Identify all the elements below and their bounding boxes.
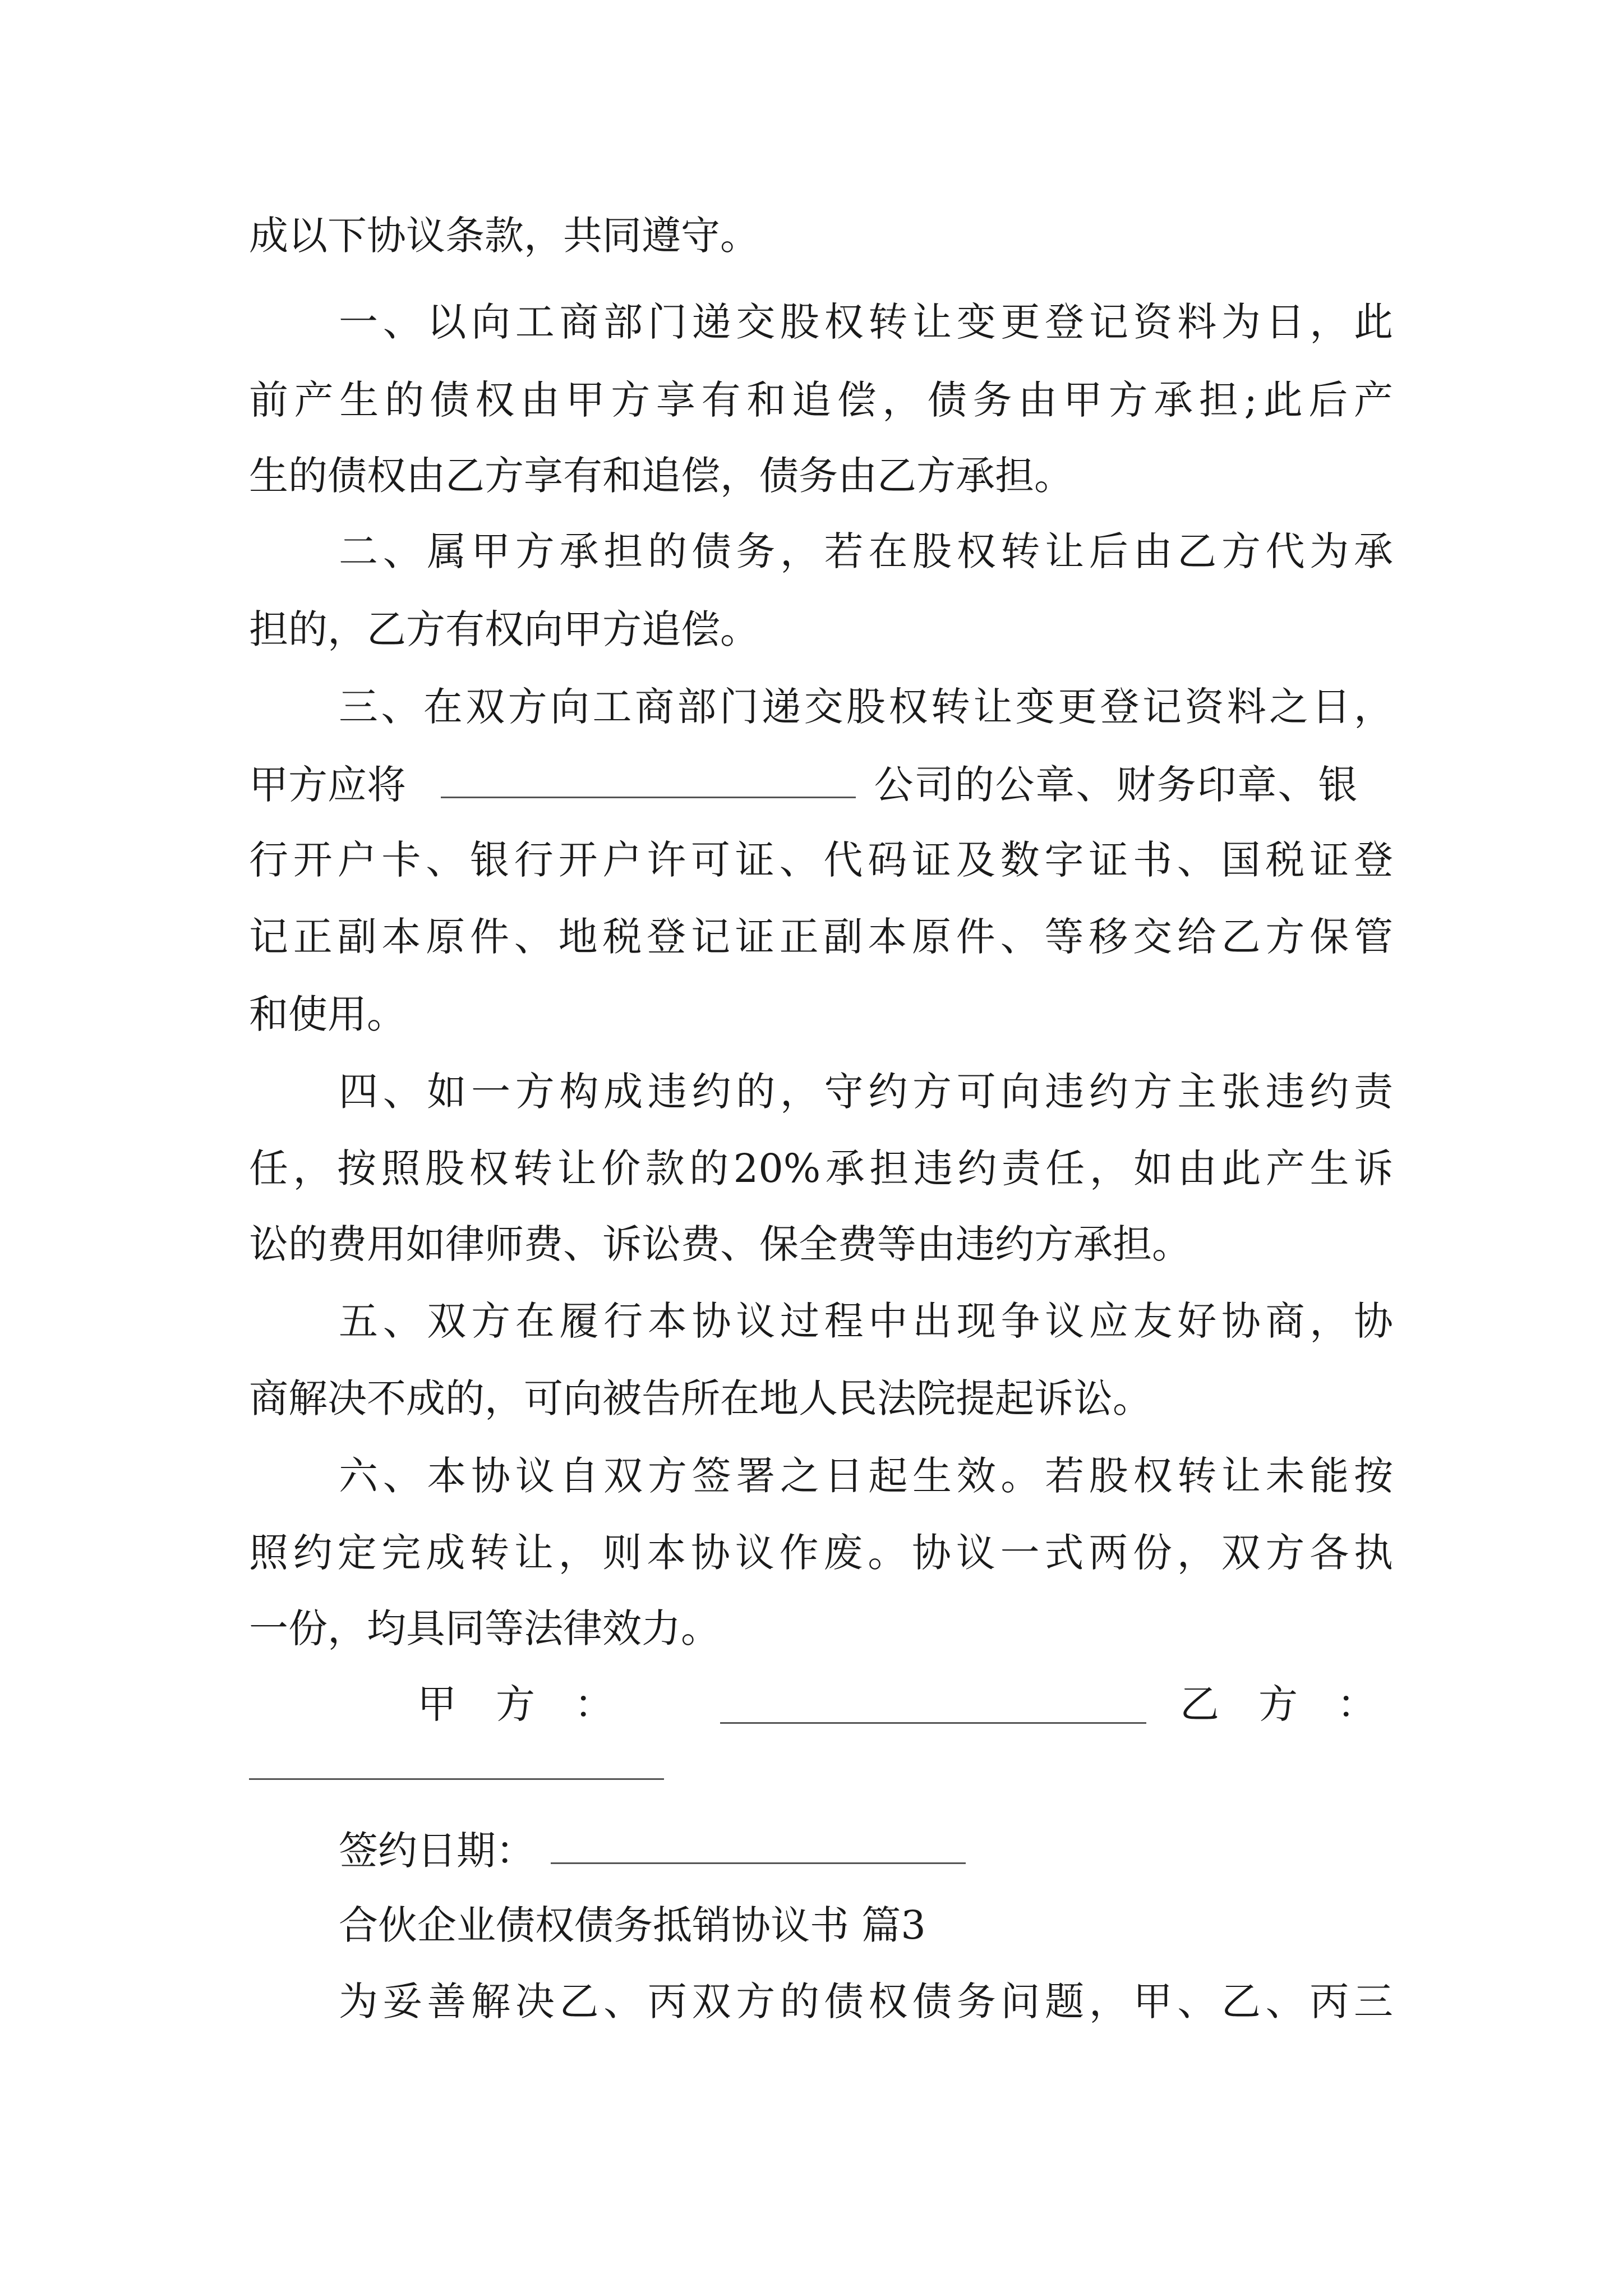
clause-3-line: 行开户卡、银行开户许可证、代码证及数字证书、国税证登 (249, 837, 1393, 883)
company-name-blank[interactable] (441, 757, 856, 798)
clause-6-line: 六、本协议自双方签署之日起生效。若股权转让未能按 (339, 1453, 1393, 1499)
party-a-label: 甲方： (417, 1681, 653, 1727)
signing-date-row (339, 1823, 1393, 1877)
clause-1-line: 生的债权由乙方享有和追偿，债务由乙方承担。 (249, 453, 1073, 499)
clause-5-line: 五、双方在履行本协议过程中出现争议应友好协商，协 (339, 1298, 1393, 1344)
clause-2-line: 二、属甲方承担的债务，若在股权转让后由乙方代为承 (339, 528, 1393, 574)
clause-6-line: 照约定完成转让，则本协议作废。协议一式两份，双方各执 (249, 1530, 1393, 1576)
clause-3-line: 记正副本原件、地税登记证正副本原件、等移交给乙方保管 (249, 914, 1393, 960)
clause-5-line: 商解决不成的，可向被告所在地人民法院提起诉讼。 (249, 1375, 1152, 1421)
clause-1-line: 前产生的债权由甲方享有和追偿，债务由甲方承担;此后产 (249, 377, 1393, 423)
clause-3-text-end: 公司的公章、财务印章、银 (874, 762, 1359, 808)
paragraph-line: 为妥善解决乙、丙双方的债权债务问题，甲、乙、丙三 (339, 1978, 1393, 2024)
clause-4-line: 讼的费用如律师费、诉讼费、保全费等由违约方承担。 (249, 1221, 1191, 1267)
clause-3-line: 和使用。 (249, 991, 406, 1037)
clause-2-line: 担的，乙方有权向甲方追偿。 (249, 606, 759, 652)
clause-6-line: 一份，均具同等法律效力。 (249, 1605, 720, 1651)
party-b-signature-blank[interactable] (249, 1756, 664, 1780)
party-a-signature-blank[interactable] (720, 1677, 1146, 1724)
clause-1-line: 一、以向工商部门递交股权转让变更登记资料为日，此 (339, 299, 1393, 345)
clause-3-text-start: 甲方应将 (249, 762, 406, 808)
signing-date-blank[interactable] (551, 1823, 966, 1864)
signature-row (249, 1677, 1415, 1731)
signing-date-label: 签约日期： (339, 1828, 535, 1874)
clause-4-line: 四、如一方构成违约的，守约方可向违约方主张违约责 (339, 1069, 1393, 1115)
section-heading: 合伙企业债权债务抵销协议书 篇3 (339, 1902, 926, 1948)
clause-3-line: 三、在双方向工商部门递交股权转让变更登记资料之日， (339, 684, 1393, 730)
clause-4-line: 任，按照股权转让价款的20%承担违约责任，如由此产生诉 (249, 1145, 1393, 1191)
clause-3-line (249, 757, 1393, 811)
party-b-label: 乙方： (1180, 1681, 1415, 1727)
paragraph-line: 成以下协议条款，共同遵守。 (249, 213, 759, 259)
